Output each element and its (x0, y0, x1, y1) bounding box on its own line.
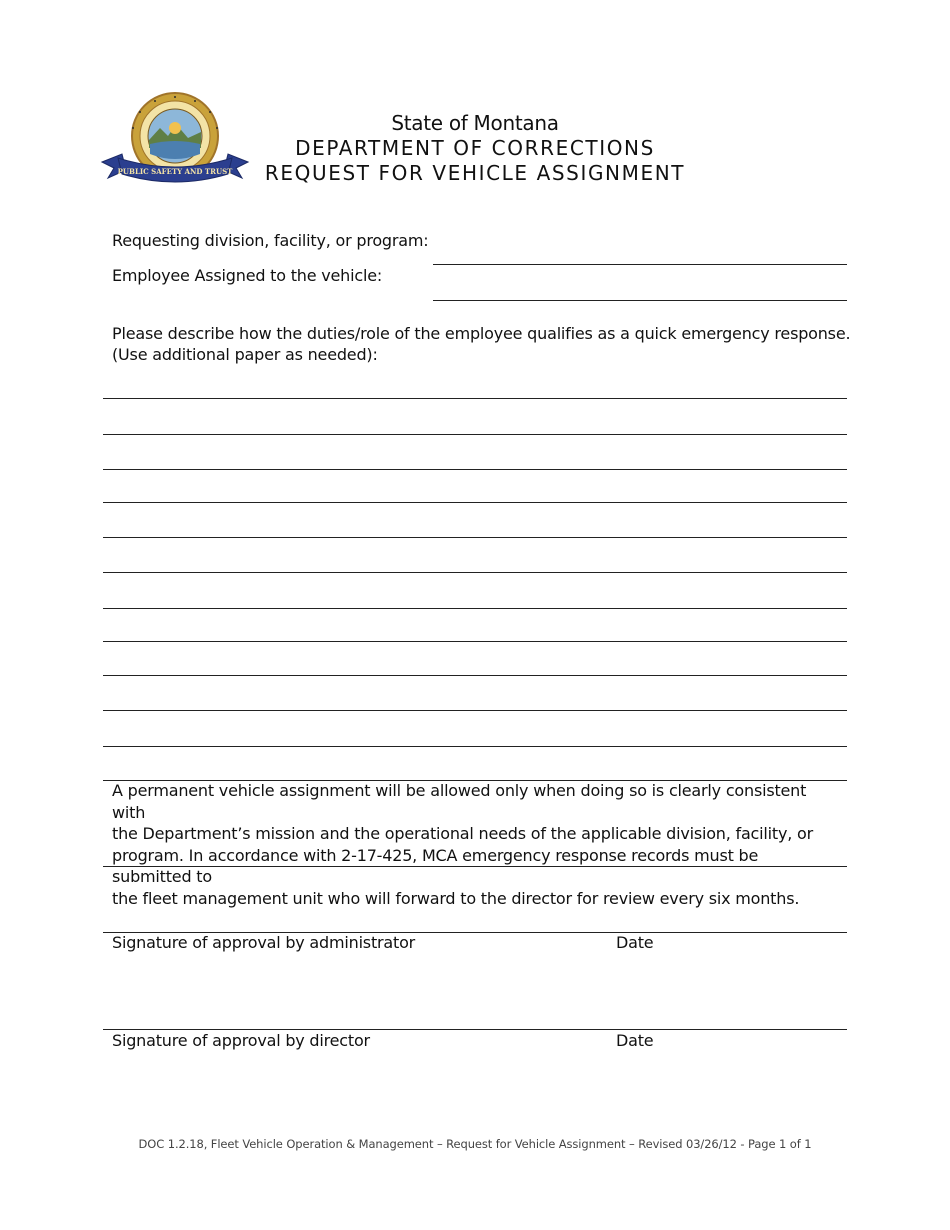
director-signature-label: Signature of approval by director (112, 1031, 370, 1050)
writing-line (103, 710, 847, 711)
department-title: DEPARTMENT OF CORRECTIONS (295, 136, 655, 160)
form-title: REQUEST FOR VEHICLE ASSIGNMENT (264, 161, 686, 185)
seal-banner-text: PUBLIC SAFETY AND TRUST (117, 167, 233, 176)
writing-line (103, 398, 847, 399)
writing-line (103, 572, 847, 573)
additional-paper-note: (Use additional paper as needed): (112, 345, 378, 364)
director-signature-field[interactable] (103, 985, 847, 1029)
requesting-division-underline (433, 264, 847, 265)
administrator-signature-label: Signature of approval by administrator (112, 933, 416, 952)
duties-description-prompt: Please describe how the duties/role of the employee qualifies as a quick emergency response. (112, 324, 851, 343)
form-title-block (230, 110, 720, 186)
form-footer: DOC 1.2.18, Fleet Vehicle Operation & Management – Request for Vehicle Assignment – Revised 03/26/12 - Page 1 of 1 (138, 1137, 812, 1151)
duties-description-area[interactable] (103, 380, 847, 748)
writing-line (103, 537, 847, 538)
employee-assigned-label: Employee Assigned to the vehicle: (112, 266, 383, 285)
administrator-signature-field[interactable] (103, 888, 847, 932)
policy-line: program. In accordance with 2-17-425, MCA emergency response records must be submitted to (112, 845, 759, 886)
writing-line (103, 608, 847, 609)
writing-line (103, 641, 847, 642)
writing-line (103, 502, 847, 503)
writing-line (103, 746, 847, 747)
director-date-label: Date (616, 1031, 654, 1050)
department-seal-logo (100, 92, 250, 188)
writing-line (103, 675, 847, 676)
administrator-date-label: Date (616, 933, 654, 952)
writing-line (103, 434, 847, 435)
requesting-division-label: Requesting division, facility, or program: (112, 231, 429, 250)
requesting-division-field[interactable] (433, 236, 847, 264)
state-title: State of Montana (391, 111, 559, 135)
director-signature-line (103, 1029, 847, 1030)
policy-line: A permanent vehicle assignment will be allowed only when doing so is clearly consistent with (112, 781, 807, 822)
policy-line: the fleet management unit who will forward to the director for review every six months. (112, 888, 800, 908)
writing-line (103, 469, 847, 470)
policy-bottom-rule (103, 866, 847, 867)
employee-assigned-field[interactable] (433, 272, 847, 300)
policy-line: the Department’s mission and the operational needs of the applicable division, facility, or (112, 824, 813, 843)
employee-assigned-underline (433, 300, 847, 301)
